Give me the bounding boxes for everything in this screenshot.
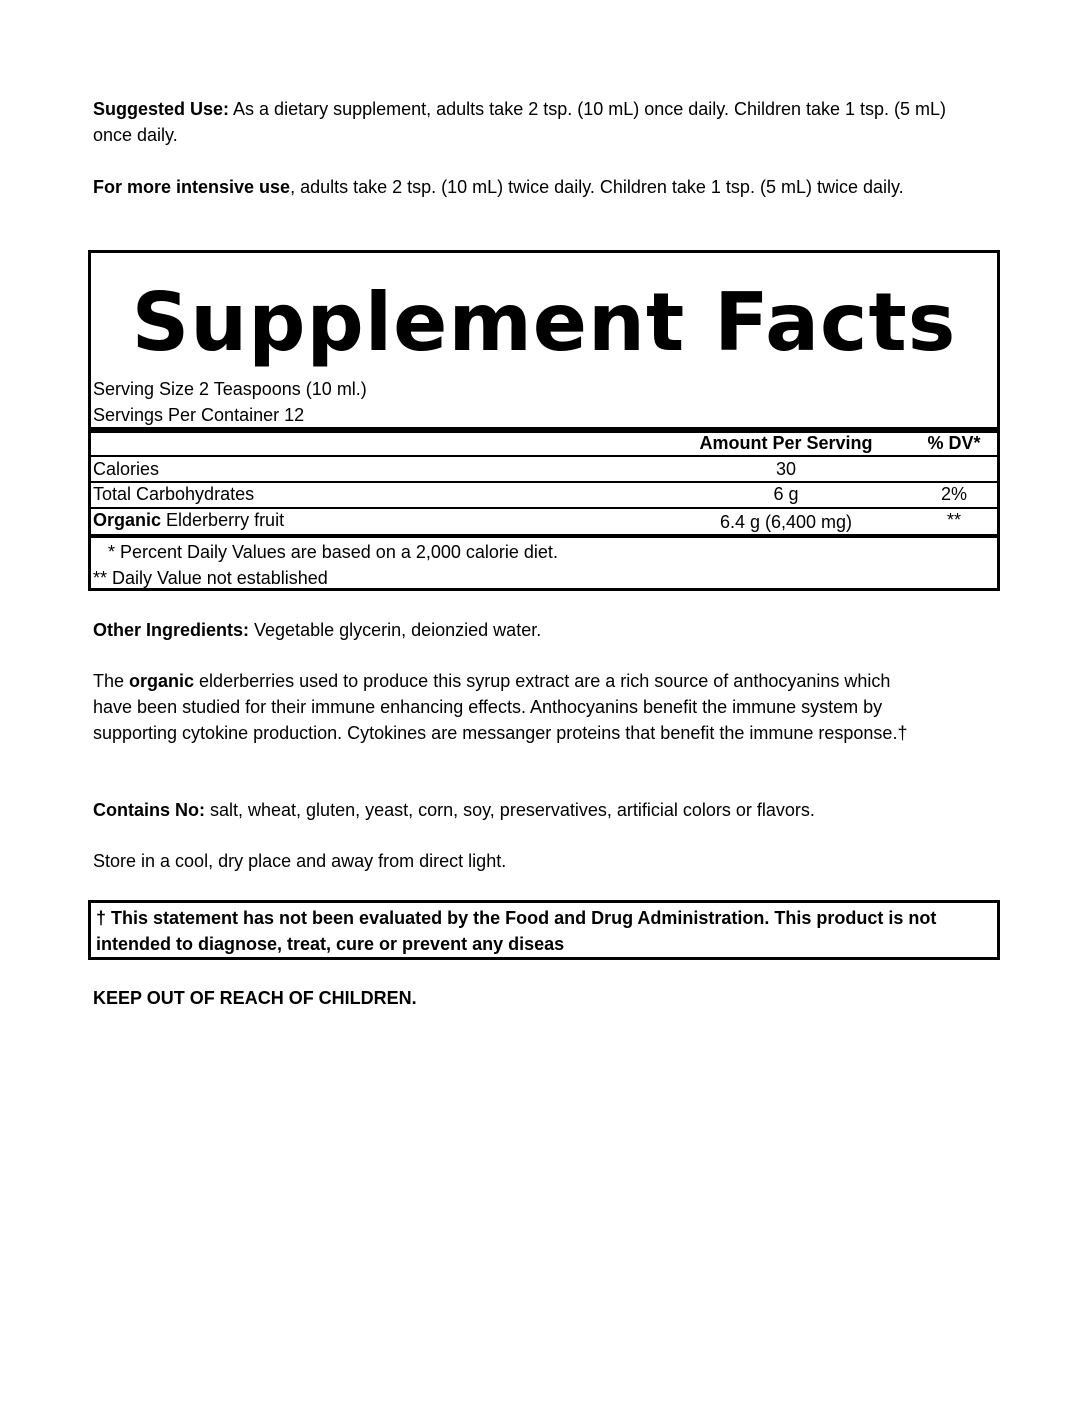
nutrient-name: Calories — [93, 459, 160, 479]
nutrient-dv: 2% — [940, 484, 967, 504]
contains-no — [93, 797, 953, 823]
suggested-use-paragraph — [93, 96, 953, 148]
nutrient-amount: 6.4 g (6,400 mg) — [719, 512, 853, 532]
footnote-dv-not-established: ** Daily Value not established — [93, 568, 328, 588]
intensive-use-text: , adults take 2 tsp. (10 mL) twice daily. Children take 1 tsp. (5 mL) twice daily. — [290, 177, 904, 197]
other-ingredients — [93, 617, 953, 643]
intensive-use-label: For more intensive use — [93, 177, 291, 197]
servings-per-container: Servings Per Container 12 — [93, 405, 305, 425]
fda-disclaimer-box — [88, 900, 1000, 960]
dv-header: % DV* — [927, 433, 981, 453]
nutrient-amount: 6 g — [773, 484, 799, 504]
child-warning: KEEP OUT OF REACH OF CHILDREN. — [93, 988, 417, 1008]
other-ingredients-text: Vegetable glycerin, deionzied water. — [249, 620, 542, 640]
storage-instructions: Store in a cool, dry place and away from direct light. — [93, 851, 507, 871]
contains-no-label: Contains No: — [93, 800, 205, 820]
fda-disclaimer: † This statement has not been evaluated by the Food and Drug Administration. This product is not intended to diagnose, treat, cure or prevent any diseas — [96, 908, 937, 954]
thick-divider — [91, 534, 997, 538]
amount-per-serving-header: Amount Per Serving — [699, 433, 873, 453]
description-text: elderberries used to produce this syrup extract are a rich source of anthocyanins which have been studied for their immune enhancing effects. Anthocyanins benefit the immune system by supporting cytokine production. Cytokines are messanger proteins that benefit the immune response.† — [93, 671, 908, 743]
supplement-facts-title: Supplement Facts — [131, 276, 957, 369]
nutrient-name: Total Carbohydrates — [93, 484, 255, 504]
nutrient-name: Organic Elderberry fruit — [93, 510, 285, 530]
organic-emphasis: organic — [129, 671, 195, 691]
intensive-use-paragraph — [93, 174, 953, 200]
description-paragraph: The organic elderberries used to produce this syrup extract are a rich source of anthocyanins which have been studied for their immune enhancing effects. Anthocyanins benefit the immune system by supporting cytokine production. Cytokines are messanger proteins that benefit the immune response.† — [93, 671, 908, 743]
suggested-use-label: Suggested Use: — [93, 99, 230, 119]
footnote-percent-dv: * Percent Daily Values are based on a 2,000 calorie diet. — [108, 542, 558, 562]
suggested-use-text: As a dietary supplement, adults take 2 tsp. (10 mL) once daily. Children take 1 tsp. (5 mL) once daily. — [93, 99, 947, 145]
other-ingredients-label: Other Ingredients: — [93, 620, 250, 640]
supplement-facts-panel — [88, 250, 1000, 591]
nutrient-amount: 30 — [775, 459, 797, 479]
serving-size: Serving Size 2 Teaspoons (10 ml.) — [93, 379, 367, 399]
contains-no-text: salt, wheat, gluten, yeast, corn, soy, preservatives, artificial colors or flavors. — [205, 800, 815, 820]
nutrient-dv: ** — [946, 510, 961, 530]
